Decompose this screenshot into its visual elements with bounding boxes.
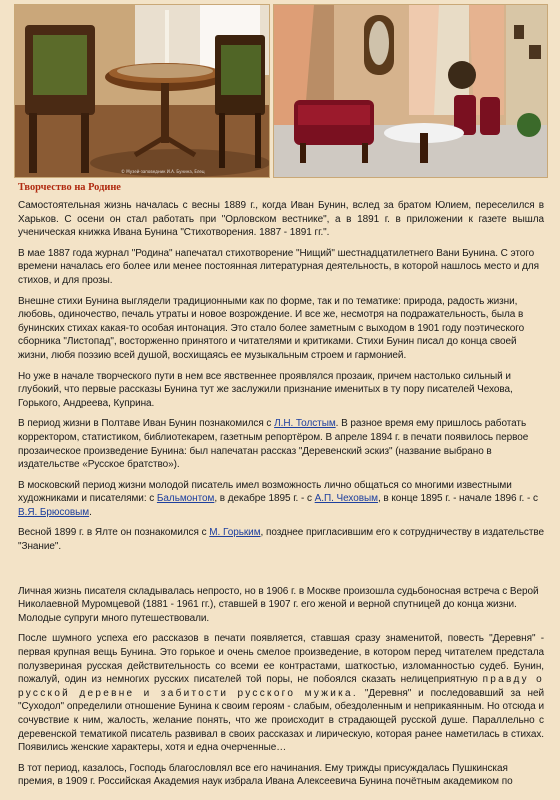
paragraph-personal-life: Личная жизнь писателя складывалась непросто, но в 1906 г. в Москве произошла судьбоносная встреча с Верой Николаевной Муромцевой (1881 - 1961 гг.), ставшей в 1907 г. его женой и верной спутницей до конца жизни. Молодые супруги много путешествовали. bbox=[18, 585, 539, 624]
paragraph-moscow bbox=[18, 479, 544, 520]
paragraph-moscow-text-2: , в декабре 1895 г. - с bbox=[214, 493, 315, 505]
paragraph-yalta-text-1: Весной 1899 г. в Ялте он познакомился с bbox=[18, 527, 210, 539]
paragraph-moscow-text-4: . bbox=[89, 506, 92, 518]
paragraph-prose: Но уже в начале творческого пути в нем все явственнее проявлялся прозаик, причем настолько сильный и глубокий, что первые рассказы Бунина тут же заслужили признание именитых в ту пору писателей Чехова, Горького, Андреева, Куприна. bbox=[18, 370, 513, 409]
paragraph-village-text-1: После шумного успеха его рассказов в печати появляется, ставшая сразу знаменитой, повесть "Деревня" - первая крупная вещь Бунина. Это горькое и очень смелое произведение, в котором перед читателем предстала полузвериная русская действительность со всеми ее контрастами, шаткостью, изломанностью судеб. Бунин, пожалуй, один из немногих русских писателей той поры, не побоялся сказать нелицеприятную bbox=[18, 633, 544, 686]
paragraph-kharkov: Самостоятельная жизнь началась с весны 1889 г., когда Иван Бунин, вслед за братом Юлием, переселился в Харьков. С осени он стал работать при "Орловском вестнике", а в 1891 г. в приложении к газете вышла ученическая книжка Ивана Бунина "Стихотворения. 1887 - 1891 гг.". bbox=[18, 200, 544, 239]
main-content bbox=[18, 182, 544, 796]
link-tolstoy[interactable]: Л.Н. Толстым bbox=[274, 418, 336, 430]
paragraph-yalta-text-2: , позднее пригласившим его к сотрудничеству в издательстве "Знание". bbox=[18, 527, 544, 553]
photo-strip bbox=[14, 4, 546, 176]
paragraph-poltava-text-1: В период жизни в Полтаве Иван Бунин познакомился с bbox=[18, 418, 275, 430]
paragraph-village-spaced: правду о русской деревне и забитости русского мужика. bbox=[18, 674, 544, 699]
link-gorky[interactable]: М. Горьким bbox=[209, 527, 261, 539]
paragraph-poltava-text-2: . В разное время ему пришлось работать корректором, статистиком, библиотекарем, газетным репортёром. В апреле 1894 г. в печати появилось первое прозаическое произведение Бунина: был напечатан рассказ "Деревенский эскиз" (название выбрано в издательстве «Русское братство»). bbox=[18, 418, 529, 471]
link-chekhov[interactable]: А.П. Чеховым bbox=[314, 493, 378, 505]
photo-room-sofa bbox=[273, 4, 548, 178]
room-sofa-illustration bbox=[274, 5, 547, 177]
paragraph-moscow-text-3: , в конце 1895 г. - начале 1896 г. - с bbox=[377, 493, 538, 505]
paragraph-village-text-2: "Деревня" и последовавший за ней "Суходол" определили отношение Бунина к своим героям - слабым, обездоленным и неприкаянным. Но отсюда и сочувствие к ним, жалость, желание понять, что же происходит в страдающей русской душе. Параллельно с деревенской тематикой писатель развивал в своих рассказах и лирическую, которая ранее наметилась в стихах. Появились женские характеры, хотя и една очерченные… bbox=[18, 687, 544, 754]
paragraph-pushkin-prize: В тот период, казалось, Господь благословлял все его начинания. Ему трижды присуждалась Пушкинская премия, в 1909 г. Российская Академия наук избрала Ивана Алексеевича Бунина почётным академиком по bbox=[18, 762, 513, 788]
photo-room-table bbox=[14, 4, 270, 178]
link-bryusov[interactable]: В.Я. Брюсовым bbox=[18, 506, 90, 518]
section-gap bbox=[18, 561, 544, 585]
paragraph-poltava bbox=[18, 417, 544, 471]
paragraph-yalta bbox=[18, 526, 544, 553]
room-table-illustration bbox=[15, 5, 269, 177]
photo-caption: © Музей-заповедник И.А. Бунина, Елец bbox=[121, 169, 205, 174]
paragraph-poems: Внешне стихи Бунина выглядели традиционными как по форме, так и по тематике: природа, радость жизни, любовь, одиночество, печаль утраты и новое возрождение. И все же, несмотря на подражательность, была в бунинских стихах какая-то особая интонация. Это стало более заметным с выходом в 1901 году поэтического сборника "Листопад", восторженно принятого и читателями и критиками. Стихи Бунин писал до конца своей жизни, любя поэзию всей душой, восхищаясь ее музыкальным строем и гармонией. bbox=[18, 295, 525, 361]
link-balmont[interactable]: Бальмонтом bbox=[156, 493, 215, 505]
section-title: Творчество на Родине bbox=[18, 182, 121, 193]
paragraph-village bbox=[18, 632, 544, 754]
paragraph-rodina: В мае 1887 года журнал "Родина" напечатал стихотворение "Нищий" шестнадцатилетнего Вани Бунина. С этого времени началась его более или менее постоянная литературная деятельность, в которой нашлось место и для стихов, и для прозы. bbox=[18, 247, 540, 286]
paragraph-moscow-text-1: В московский период жизни молодой писатель имел возможность лично общаться со многими известными художниками и писателями: с bbox=[18, 479, 512, 505]
